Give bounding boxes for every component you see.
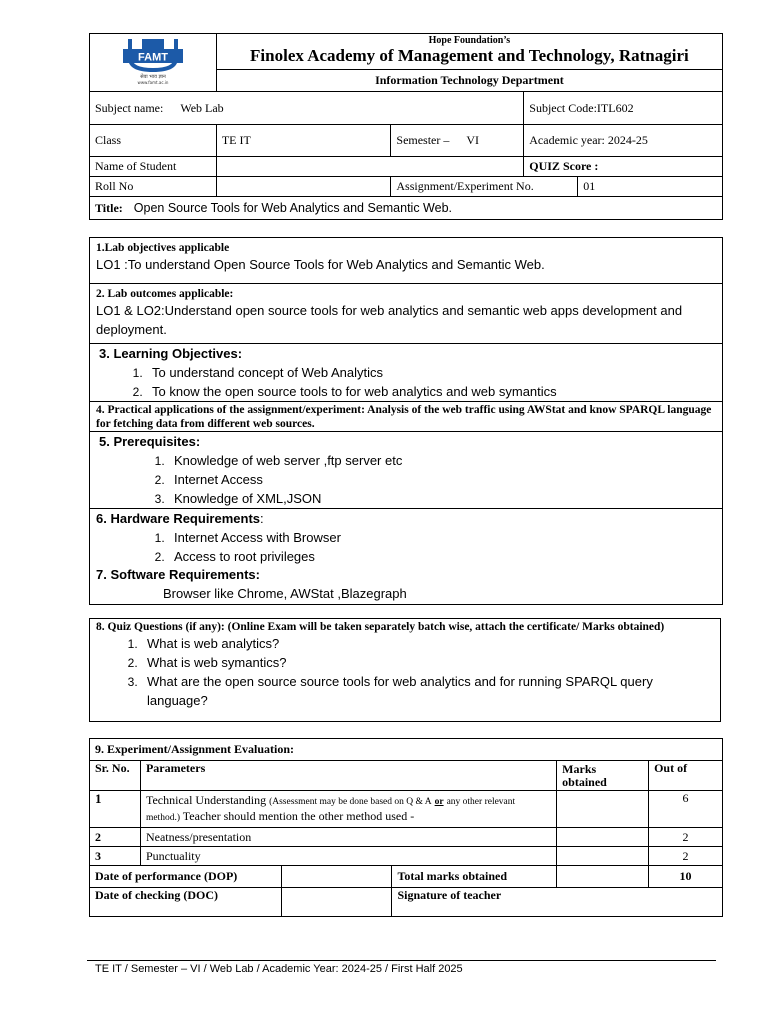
total-out-of: 10 <box>649 866 723 888</box>
total-marks-field[interactable] <box>557 866 649 888</box>
dop-field[interactable] <box>281 866 392 888</box>
semester-label: Semester – <box>396 133 450 147</box>
logo-text: FAMT <box>137 51 168 63</box>
teacher-signature-label: Signature of teacher <box>392 888 723 917</box>
col-parameters: Parameters <box>140 761 556 791</box>
lab-objectives-text: LO1 :To understand Open Source Tools for Web Analytics and Semantic Web. <box>96 257 545 272</box>
department-name: Information Technology Department <box>216 70 722 92</box>
semester-cell <box>391 125 524 157</box>
learning-objectives-section <box>90 344 722 402</box>
subject-name-value: Web Lab <box>180 100 224 115</box>
page-footer: TE IT / Semester – VI / Web Lab / Academic Year: 2024-25 / First Half 2025 <box>95 963 463 975</box>
academic-year: Academic year: 2024-25 <box>524 125 723 157</box>
hardware-list <box>96 528 716 566</box>
list-item: 1. To understand concept of Web Analytics <box>146 363 716 382</box>
evaluation-heading: 9. Experiment/Assignment Evaluation: <box>90 739 723 761</box>
doc-field[interactable] <box>281 888 392 917</box>
quiz-list <box>96 634 714 710</box>
doc-label: Date of checking (DOC) <box>90 888 282 917</box>
list-item: 1. What is web analytics? <box>141 634 714 653</box>
foundation-name: Hope Foundation’s <box>428 35 511 46</box>
row-1-sr: 1 <box>90 791 141 828</box>
practical-applications-section <box>90 402 722 432</box>
col-marks-obtained: Marks obtained <box>557 761 649 791</box>
student-name-label: Name of Student <box>90 157 217 177</box>
hardware-heading: 6. Hardware Requirements: <box>96 511 264 526</box>
student-name-field[interactable] <box>216 157 523 177</box>
subject-name-label: Subject name: <box>95 100 164 115</box>
objectives-box <box>89 237 723 605</box>
dop-label: Date of performance (DOP) <box>90 866 282 888</box>
software-heading: 7. Software Requirements: <box>96 567 260 582</box>
learning-objectives-heading: 3. Learning Objectives: <box>99 346 243 361</box>
footer-divider <box>87 960 716 961</box>
title-value: Open Source Tools for Web Analytics and Semantic Web. <box>133 200 453 215</box>
learning-objectives-list <box>96 363 716 401</box>
prerequisites-section <box>90 432 722 509</box>
list-item: 2. To know the open source tools to for web analytics and web symantics <box>146 382 716 401</box>
requirements-section <box>90 509 722 604</box>
col-out-of: Out of <box>649 761 723 791</box>
logo-url: www.famt.ac.in <box>137 79 169 85</box>
quiz-heading: 8. Quiz Questions (if any): (Online Exam will be taken separately batch wise, attach the certificate/ Marks obtained) <box>96 621 665 633</box>
lab-objectives-heading: 1.Lab objectives applicable <box>96 242 230 254</box>
class-label: Class <box>90 125 217 157</box>
class-value: TE IT <box>216 125 391 157</box>
lab-outcomes-heading: 2. Lab outcomes applicable: <box>96 288 234 300</box>
quiz-score-label: QUIZ Score : <box>524 157 723 177</box>
title-cell <box>90 197 723 220</box>
row-3-marks[interactable] <box>557 847 649 866</box>
lab-outcomes-text: LO1 & LO2:Understand open source tools for web analytics and semantic web apps development and deployment. <box>96 303 683 337</box>
total-marks-label: Total marks obtained <box>392 866 557 888</box>
quiz-box <box>89 618 721 722</box>
practical-applications-heading: 4. Practical applications of the assignment/experiment: Analysis of the web traffic using AWStat and know SPARQL language for fetching data from different web sources. <box>96 404 712 430</box>
row-3-sr: 3 <box>90 847 141 866</box>
list-item: 2. What is web symantics? <box>141 653 714 672</box>
row-1-out-of: 6 <box>649 791 723 828</box>
subject-name-cell <box>90 92 524 125</box>
row-2-marks[interactable] <box>557 828 649 847</box>
subject-code: Subject Code:ITL602 <box>524 92 723 125</box>
evaluation-table <box>89 738 723 917</box>
row-2-sr: 2 <box>90 828 141 847</box>
lab-outcomes-section <box>90 284 722 344</box>
roll-no-label: Roll No <box>90 177 217 197</box>
list-item: 3. What are the open source source tools for web analytics and for running SPARQL query language? <box>141 672 714 710</box>
header-table <box>89 33 723 220</box>
row-3-out-of: 2 <box>649 847 723 866</box>
famt-logo-icon <box>118 36 188 86</box>
row-3-parameter: Punctuality <box>140 847 556 866</box>
semester-value: VI <box>466 133 480 147</box>
logo-cell <box>90 34 217 92</box>
lab-objectives-section <box>90 238 722 284</box>
assignment-no-value: 01 <box>578 177 723 197</box>
software-text: Browser like Chrome, AWStat ,Blazegraph <box>163 586 407 601</box>
quiz-section <box>90 619 720 713</box>
row-2-parameter: Neatness/presentation <box>140 828 556 847</box>
list-item: 1. Knowledge of web server ,ftp server etc <box>168 451 716 470</box>
row-2-out-of: 2 <box>649 828 723 847</box>
prerequisites-heading: 5. Prerequisites: <box>99 434 201 449</box>
institute-cell <box>216 34 722 70</box>
list-item: 3. Knowledge of XML,JSON <box>168 489 716 508</box>
logo-caption: सेवा भाव ज्ञान <box>140 73 166 80</box>
row-1-marks[interactable] <box>557 791 649 828</box>
prerequisites-list <box>96 451 716 508</box>
col-sr-no: Sr. No. <box>90 761 141 791</box>
title-label: Title: <box>95 200 123 215</box>
list-item: 1. Internet Access with Browser <box>168 528 716 547</box>
list-item: 2. Access to root privileges <box>168 547 716 566</box>
institute-name: Finolex Academy of Management and Technology, Ratnagiri <box>250 46 689 65</box>
roll-no-field[interactable] <box>216 177 391 197</box>
assignment-no-label: Assignment/Experiment No. <box>391 177 578 197</box>
row-1-parameter: Technical Understanding (Assessment may be done based on Q & A or any other relevant method.) Teacher should mention the other method used - <box>140 791 556 828</box>
list-item: 2. Internet Access <box>168 470 716 489</box>
